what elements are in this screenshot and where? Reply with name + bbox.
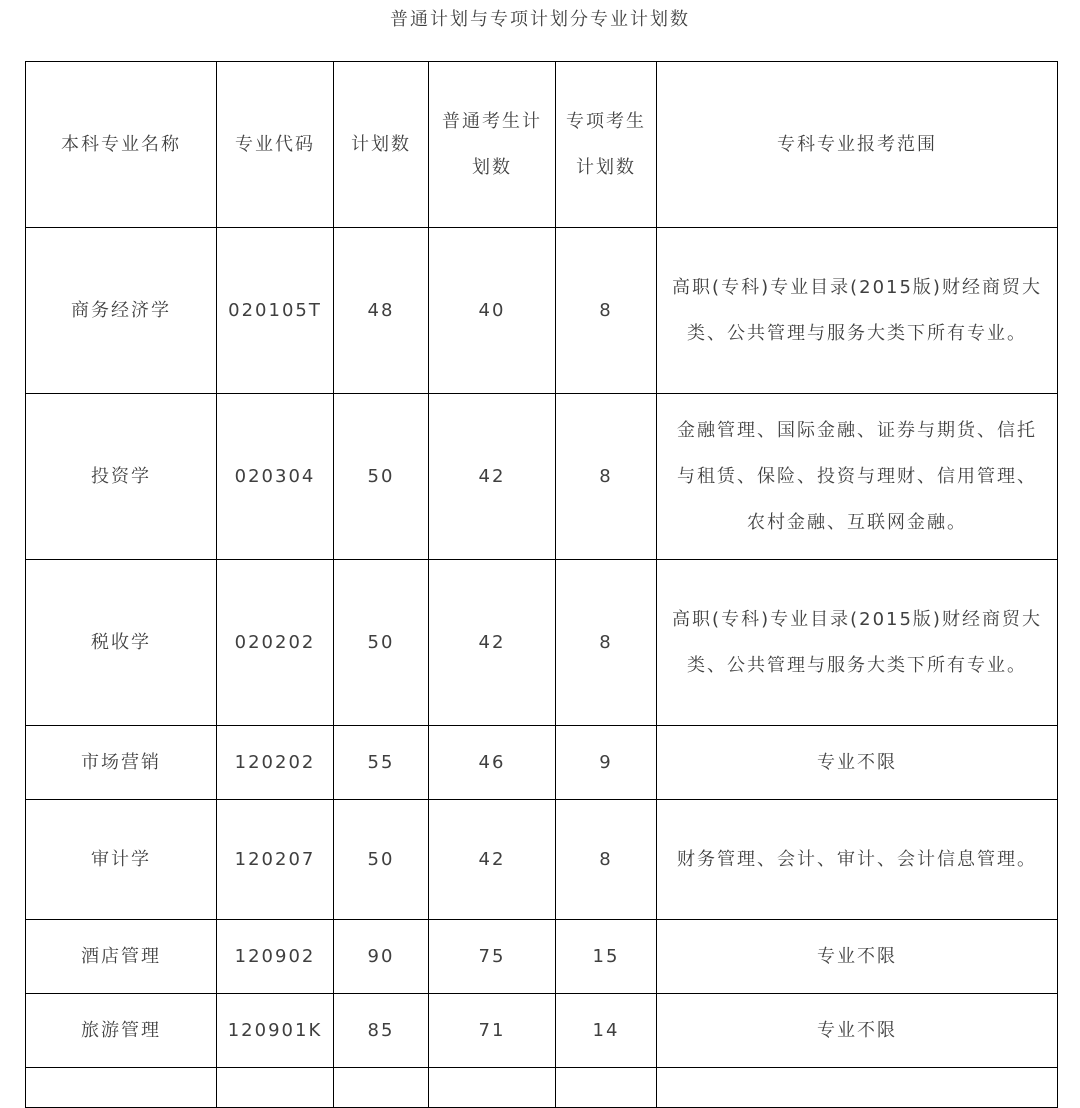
cell-special-plan: 8 bbox=[556, 560, 657, 726]
cell-major-name: 投资学 bbox=[26, 394, 217, 560]
cell-major-code: 120902 bbox=[217, 920, 334, 994]
plan-table bbox=[25, 61, 1058, 1108]
cell-major-name: 酒店管理 bbox=[26, 920, 217, 994]
table-row bbox=[26, 560, 1058, 726]
table-row-cut-off bbox=[26, 1068, 1058, 1108]
cell-special-plan: 14 bbox=[556, 994, 657, 1068]
cell-special-plan: 8 bbox=[556, 228, 657, 394]
cell-general-plan: 42 bbox=[429, 560, 556, 726]
cell-major-code: 120207 bbox=[217, 800, 334, 920]
cell-major-code: 120901K bbox=[217, 994, 334, 1068]
cell-scope: 专业不限 bbox=[657, 726, 1058, 800]
cell-major-name: 税收学 bbox=[26, 560, 217, 726]
cell-general-plan: 46 bbox=[429, 726, 556, 800]
cell-scope: 高职(专科)专业目录(2015版)财经商贸大类、公共管理与服务大类下所有专业。 bbox=[657, 228, 1058, 394]
cell-general-plan: 42 bbox=[429, 800, 556, 920]
cell-empty bbox=[217, 1068, 334, 1108]
cell-major-name: 市场营销 bbox=[26, 726, 217, 800]
table-row bbox=[26, 800, 1058, 920]
cell-general-plan: 71 bbox=[429, 994, 556, 1068]
cell-general-plan: 42 bbox=[429, 394, 556, 560]
cell-scope: 高职(专科)专业目录(2015版)财经商贸大类、公共管理与服务大类下所有专业。 bbox=[657, 560, 1058, 726]
cell-major-name: 审计学 bbox=[26, 800, 217, 920]
table-row bbox=[26, 394, 1058, 560]
cell-major-code: 120202 bbox=[217, 726, 334, 800]
cell-general-plan: 40 bbox=[429, 228, 556, 394]
cell-plan-count: 50 bbox=[334, 560, 429, 726]
header-major-code: 专业代码 bbox=[217, 62, 334, 228]
cell-empty bbox=[657, 1068, 1058, 1108]
cell-scope: 财务管理、会计、审计、会计信息管理。 bbox=[657, 800, 1058, 920]
table-row bbox=[26, 726, 1058, 800]
cell-major-name: 商务经济学 bbox=[26, 228, 217, 394]
cell-plan-count: 55 bbox=[334, 726, 429, 800]
cell-general-plan: 75 bbox=[429, 920, 556, 994]
cell-plan-count: 50 bbox=[334, 800, 429, 920]
cell-special-plan: 9 bbox=[556, 726, 657, 800]
table-row bbox=[26, 920, 1058, 994]
cell-special-plan: 15 bbox=[556, 920, 657, 994]
table-row bbox=[26, 994, 1058, 1068]
table-header-row bbox=[26, 62, 1058, 228]
cell-special-plan: 8 bbox=[556, 800, 657, 920]
table-row bbox=[26, 228, 1058, 394]
header-major-name: 本科专业名称 bbox=[26, 62, 217, 228]
page-title: 普通计划与专项计划分专业计划数 bbox=[390, 9, 690, 30]
cell-scope: 专业不限 bbox=[657, 994, 1058, 1068]
cell-plan-count: 48 bbox=[334, 228, 429, 394]
header-scope: 专科专业报考范围 bbox=[657, 62, 1058, 228]
cell-plan-count: 85 bbox=[334, 994, 429, 1068]
cell-empty bbox=[556, 1068, 657, 1108]
cell-empty bbox=[26, 1068, 217, 1108]
cell-scope: 金融管理、国际金融、证券与期货、信托与租赁、保险、投资与理财、信用管理、农村金融、互联网金融。 bbox=[657, 394, 1058, 560]
cell-special-plan: 8 bbox=[556, 394, 657, 560]
header-plan-count: 计划数 bbox=[334, 62, 429, 228]
cell-major-code: 020304 bbox=[217, 394, 334, 560]
cell-empty bbox=[334, 1068, 429, 1108]
cell-major-code: 020202 bbox=[217, 560, 334, 726]
header-general-plan: 普通考生计划数 bbox=[429, 62, 556, 228]
cell-empty bbox=[429, 1068, 556, 1108]
header-special-plan: 专项考生计划数 bbox=[556, 62, 657, 228]
cell-scope: 专业不限 bbox=[657, 920, 1058, 994]
cell-plan-count: 90 bbox=[334, 920, 429, 994]
cell-plan-count: 50 bbox=[334, 394, 429, 560]
cell-major-code: 020105T bbox=[217, 228, 334, 394]
cell-major-name: 旅游管理 bbox=[26, 994, 217, 1068]
